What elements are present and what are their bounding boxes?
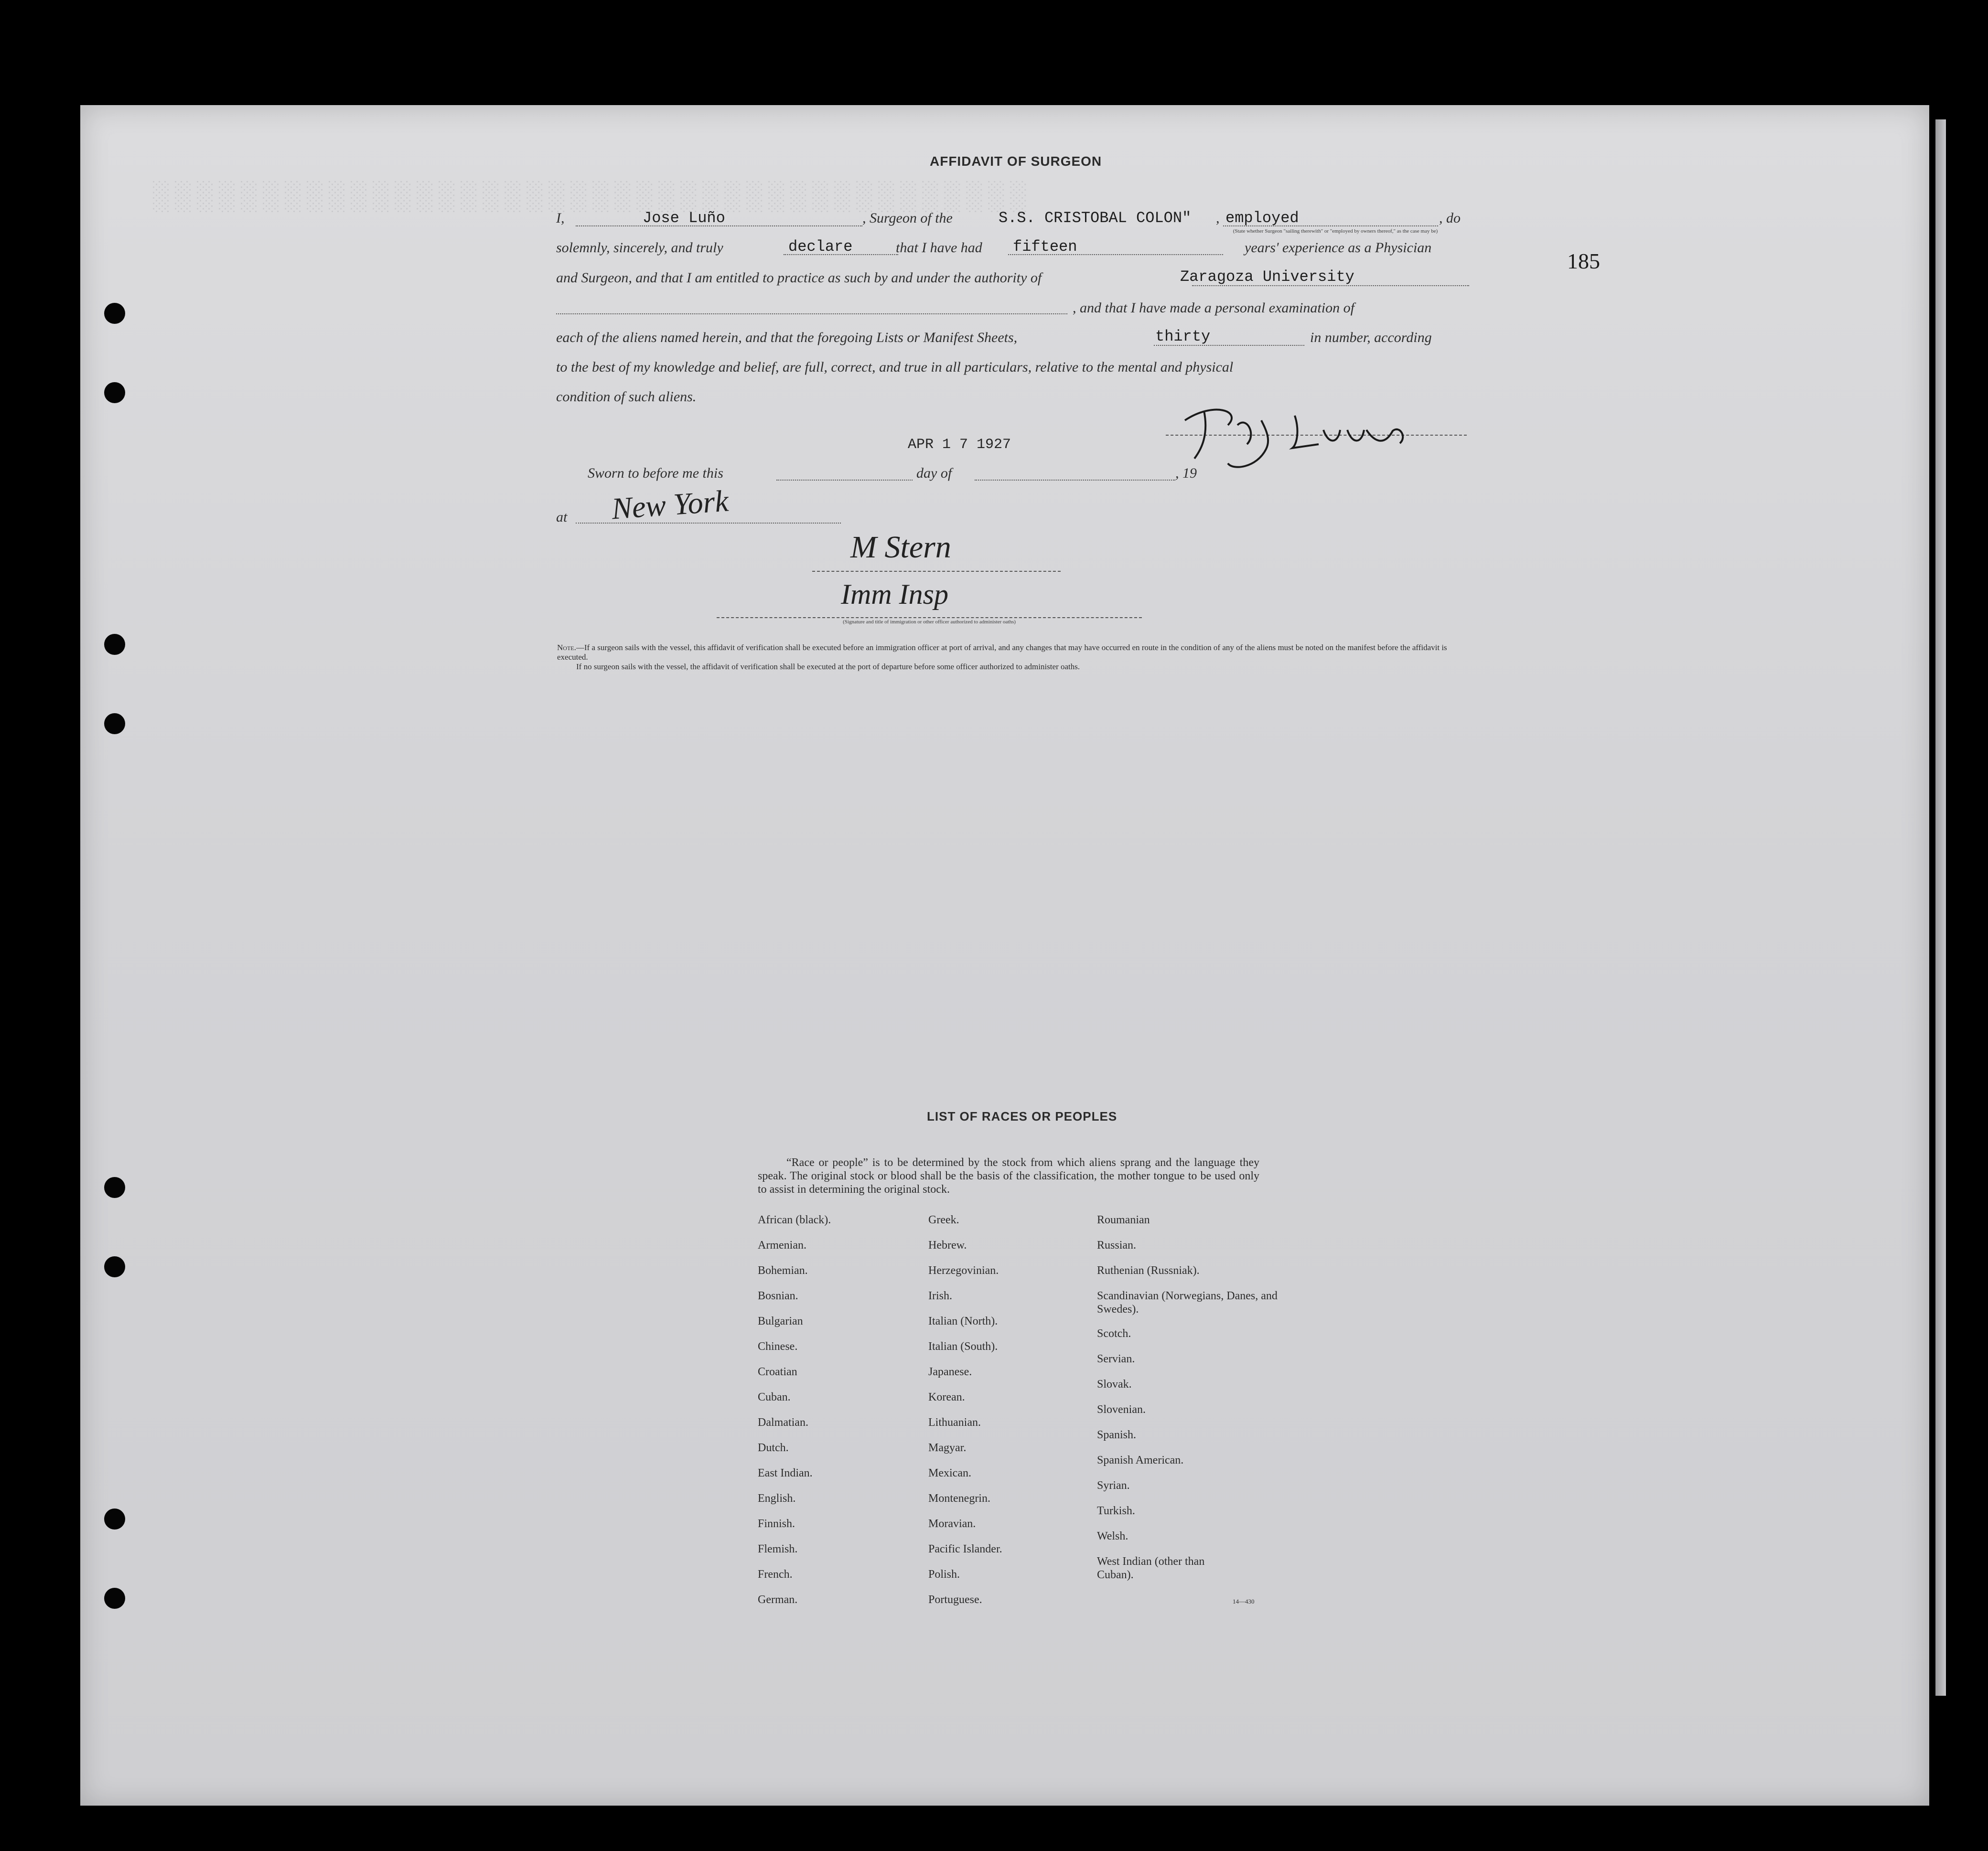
- race-item: Montenegrin.: [928, 1492, 990, 1505]
- race-item: Pacific Islander.: [928, 1543, 1002, 1555]
- race-item: Turkish.: [1097, 1505, 1135, 1517]
- affidavit-text: I,: [556, 210, 565, 226]
- ship-name: S.S. CRISTOBAL COLON": [999, 209, 1192, 227]
- race-item: German.: [758, 1594, 798, 1606]
- licensing-authority: Zaragoza University: [1180, 268, 1354, 286]
- surgeon-name: Jose Luño: [643, 209, 725, 227]
- race-item: Japanese.: [928, 1366, 972, 1378]
- race-item: Servian.: [1097, 1353, 1135, 1365]
- race-item: French.: [758, 1568, 793, 1581]
- note-text: —If a surgeon sails with the vessel, this affidavit of verification shall be executed before an immigration officer at port of arrival, and any changes that may have occurred en route in the condition of any of the aliens must be noted on the manifest before the affidavit is executed.: [557, 643, 1447, 662]
- affidavit-text: , 19: [1175, 465, 1197, 481]
- bleed-through: ░░░░░░░░░░░░░░░░░░░░░░░░░░░░░░░░░░░░░░░░: [153, 182, 1032, 214]
- affidavit-text: that I have had: [896, 240, 982, 256]
- punch-hole: [104, 713, 125, 734]
- race-item: Magyar.: [928, 1442, 967, 1454]
- affidavit-text: condition of such aliens.: [556, 389, 697, 405]
- form-number: 14—430: [1233, 1598, 1255, 1605]
- employment-note: (State whether Surgeon "sailing therewith" or "employed by owners thereof," as the case may be): [1233, 228, 1438, 234]
- race-item: Dalmatian.: [758, 1416, 808, 1429]
- punch-hole: [104, 1256, 125, 1277]
- affidavit-note-2: If no surgeon sails with the vessel, the affidavit of verification shall be executed at the port of departure before some officer authorized to administer oaths.: [576, 662, 1080, 671]
- races-column-2: [928, 1213, 1091, 1618]
- race-item: Dutch.: [758, 1442, 789, 1454]
- fill-line: [556, 313, 1067, 314]
- affidavit-note: [557, 643, 1470, 662]
- punch-hole: [104, 1177, 125, 1198]
- date-stamp: APR 1 7 1927: [908, 437, 1011, 453]
- race-item: Scotch.: [1097, 1327, 1131, 1340]
- race-item: Slovak.: [1097, 1378, 1132, 1391]
- affidavit-text: to the best of my knowledge and belief, are full, correct, and true in all particulars, relative to the mental and physical: [556, 359, 1234, 375]
- race-item: Bosnian.: [758, 1290, 798, 1302]
- affidavit-text: , do: [1439, 210, 1461, 226]
- note-label: Note.: [557, 643, 576, 652]
- signature-line: [717, 617, 1142, 618]
- fill-line: [776, 480, 913, 481]
- race-item: West Indian (other than Cuban).: [1097, 1555, 1205, 1581]
- officer-title: Imm Insp: [841, 578, 948, 610]
- affidavit-title: AFFIDAVIT OF SURGEON: [930, 154, 1102, 169]
- race-item: Spanish.: [1097, 1429, 1137, 1441]
- race-item: Italian (North).: [928, 1315, 998, 1327]
- affidavit-text: and Surgeon, and that I am entitled to practice as such by and under the authority of: [556, 270, 1042, 286]
- race-item: Bulgarian: [758, 1315, 803, 1327]
- race-item: Moravian.: [928, 1518, 976, 1530]
- race-item: Mexican.: [928, 1467, 971, 1479]
- race-item: Herzegovinian.: [928, 1264, 999, 1277]
- race-item: Chinese.: [758, 1340, 798, 1353]
- punch-hole: [104, 1588, 125, 1609]
- race-item: Syrian.: [1097, 1479, 1130, 1492]
- race-item: Croatian: [758, 1366, 797, 1378]
- affidavit-text: , and that I have made a personal examination of: [1073, 300, 1354, 316]
- race-item: African (black).: [758, 1214, 831, 1226]
- race-item: Portuguese.: [928, 1594, 982, 1606]
- race-item: Cuban.: [758, 1391, 791, 1403]
- race-item: Bohemian.: [758, 1264, 808, 1277]
- declare-word: declare: [788, 238, 853, 256]
- affidavit-text: years' experience as a Physician: [1245, 240, 1432, 256]
- punch-hole: [104, 303, 125, 324]
- page-number: 185: [1567, 249, 1600, 273]
- affidavit-text: ,: [1216, 210, 1220, 226]
- race-item: Irish.: [928, 1290, 952, 1302]
- fill-line: [975, 480, 1175, 481]
- race-item: Hebrew.: [928, 1239, 967, 1252]
- races-column-1: [758, 1213, 920, 1618]
- race-item: Flemish.: [758, 1543, 798, 1555]
- races-column-3: [1097, 1213, 1279, 1584]
- years-experience: fifteen: [1013, 238, 1077, 256]
- affidavit-text: day of: [916, 465, 952, 481]
- race-item: Polish.: [928, 1568, 960, 1581]
- page-edge: [1935, 119, 1946, 1696]
- punch-hole: [104, 1509, 125, 1530]
- race-item: Korean.: [928, 1391, 965, 1403]
- race-item: Russian.: [1097, 1239, 1137, 1252]
- race-item: Welsh.: [1097, 1530, 1128, 1542]
- punch-hole: [104, 382, 125, 403]
- race-item: Armenian.: [758, 1239, 806, 1252]
- punch-hole: [104, 634, 125, 655]
- affidavit-text: , Surgeon of the: [862, 210, 953, 226]
- race-item: Slovenian.: [1097, 1403, 1146, 1416]
- affidavit-text: at: [556, 509, 568, 525]
- affidavit-text: solemnly, sincerely, and truly: [556, 240, 723, 256]
- affidavit-text: Sworn to before me this: [588, 465, 723, 481]
- sworn-place: New York: [610, 483, 730, 526]
- race-item: Roumanian: [1097, 1214, 1150, 1226]
- officer-signature: M Stern: [850, 530, 951, 565]
- affidavit-text: each of the aliens named herein, and that the foregoing Lists or Manifest Sheets,: [556, 330, 1018, 345]
- race-item: Italian (South).: [928, 1340, 998, 1353]
- surgeon-signature: [1175, 392, 1424, 471]
- race-item: East Indian.: [758, 1467, 813, 1479]
- race-item: English.: [758, 1492, 796, 1505]
- races-intro: “Race or people” is to be determined by the stock from which aliens sprang and the language they speak. The original stock or blood shall be the basis of the classification, the mother tongue to be used only to assist in determining the original stock.: [758, 1156, 1259, 1196]
- race-item: Greek.: [928, 1214, 959, 1226]
- race-item: Spanish American.: [1097, 1454, 1184, 1466]
- race-item: Lithuanian.: [928, 1416, 981, 1429]
- races-title: LIST OF RACES OR PEOPLES: [927, 1109, 1118, 1123]
- race-item: Scandinavian (Norwegians, Danes, and Swedes).: [1097, 1290, 1278, 1316]
- signature-line: [812, 571, 1061, 572]
- sheet-count: thirty: [1155, 328, 1211, 345]
- race-item: Finnish.: [758, 1518, 795, 1530]
- employment-status: employed: [1225, 209, 1299, 227]
- officer-caption: (Signature and title of immigration or other officer authorized to administer oaths): [843, 619, 1016, 625]
- race-item: Ruthenian (Russniak).: [1097, 1264, 1200, 1277]
- affidavit-text: in number, according: [1310, 330, 1432, 345]
